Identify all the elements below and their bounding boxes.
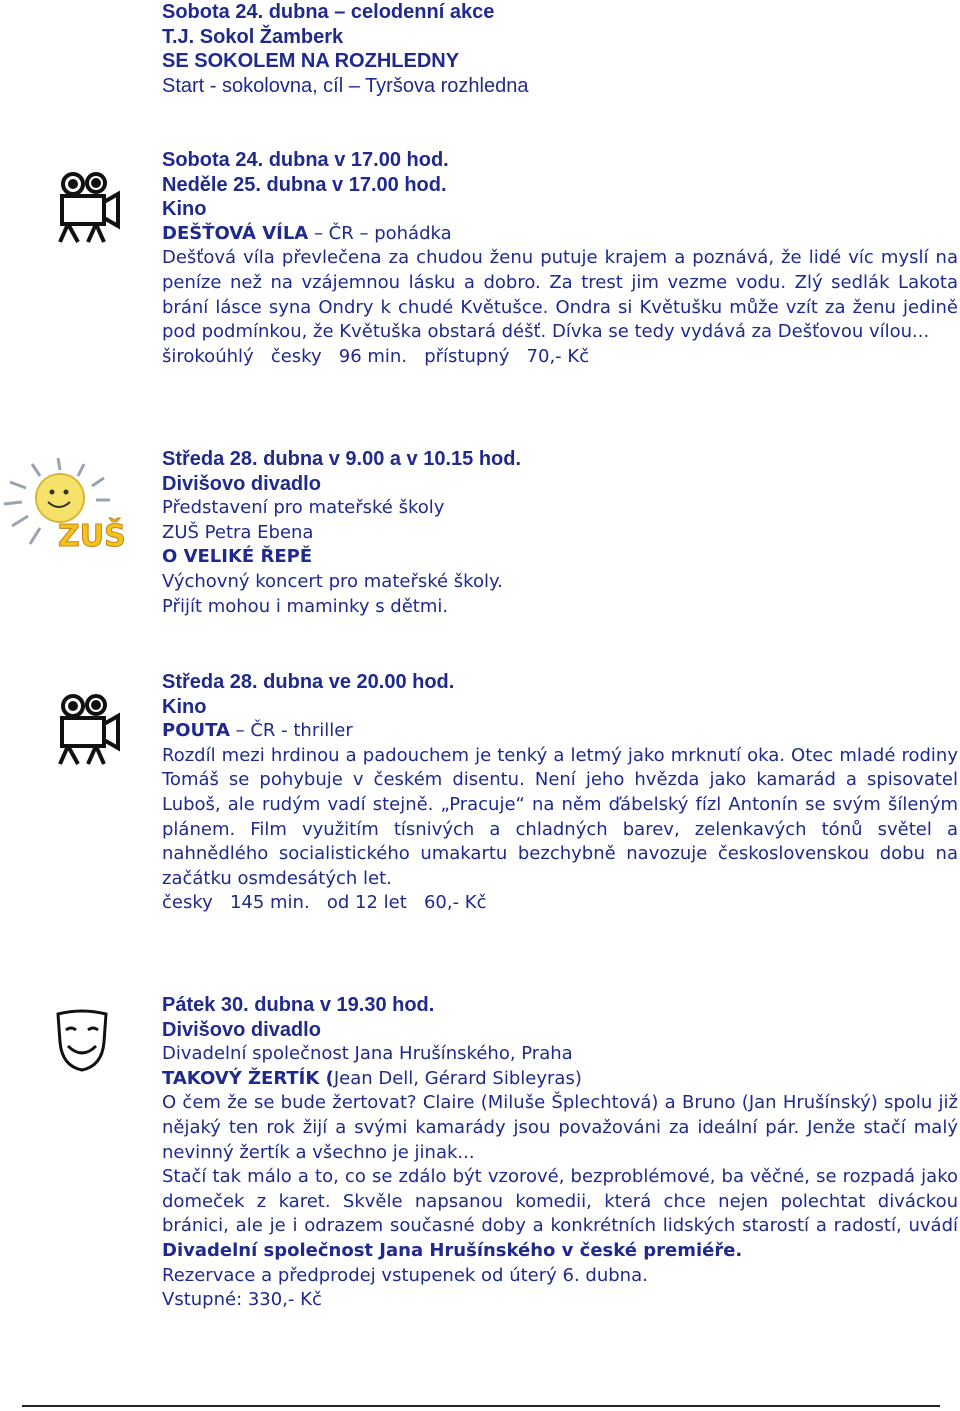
film-camera-icon [56,170,126,246]
event-date-1: Sobota 24. dubna v 17.00 hod. [162,149,449,171]
event-venue: Divišovo divadlo [162,1018,321,1041]
event-price: Vstupné: 330,- Kč [162,1289,322,1311]
event-velika-repa [162,447,958,619]
event-paragraph-2 [162,1165,958,1263]
event-paragraph-2-bold: Divadelní společnost Jana Hrušínského v české premiéře. [162,1239,743,1261]
event-heading [162,719,958,744]
event-pouta [162,670,958,916]
event-title: POUTA [162,720,230,742]
sun-zus-logo-icon [0,456,130,556]
footer-divider [22,1405,940,1407]
event-reservation: Rezervace a předprodej vstupenek od úterý 6. dubna. [162,1264,648,1286]
event-date: Pátek 30. dubna v 19.30 hod. [162,994,435,1016]
event-paragraph-2-text: Stačí tak málo a to, co se zdálo být vzorové, bezproblémové, ba věčné, se rozpadá jako domeček z karet. Skvěle napsanou komedii, která chce nejen polechtat diváckou bránici, ale je i odrazem současné doby a konkrétních lidských starostí a radostí, uvádí [162,1166,958,1237]
event-description: Rozdíl mezi hrdinou a padouchem je tenký a letmý jako mrknutí oka. Otec mladé rodiny Tomáš se pohybuje v českém disentu. Není jeho hvězda jako kamarád a spisovatel Luboš, ale rudým vadí stejně. „Pracuje“ na něm ďábelský fízl Antonín se svým šíleným plánem. Film využitím tísnivých a chladných barev, zelenkavých tónů světel a nahnědlého socialistického umakartu bezchybně navozuje československou dobu na začátku osmdesátých let. [162,744,958,889]
theatre-mask-icon [54,1008,110,1074]
event-date: Sobota 24. dubna – celodenní akce [162,1,495,23]
event-heading [162,1067,958,1092]
event-line-2: ZUŠ Petra Ebena [162,521,314,543]
event-route: Start - sokolovna, cíl – Tyršova rozhledna [162,74,529,97]
event-info: česky 145 min. od 12 let 60,- Kč [162,892,487,914]
event-date: Středa 28. dubna v 9.00 a v 10.15 hod. [162,448,522,470]
event-genre: – ČR – pohádka [308,222,452,244]
event-venue: Divišovo divadlo [162,472,321,495]
event-paragraph-1: O čem že se bude žertovat? Claire (Miluše Šplechtová) a Bruno (Jan Hrušínský) spolu již nějaký ten rok žijí a svými kamarády jsou považováni za ideální pár. Jenže stačí malý nevinný žertík a všechno je jinak... [162,1092,958,1163]
event-title: DEŠŤOVÁ VÍLA [162,222,309,244]
event-line-3: Výchovný koncert pro mateřské školy. [162,570,503,592]
event-date-2: Neděle 25. dubna v 17.00 hod. [162,173,447,196]
event-title: TAKOVÝ ŽERTÍK ( [162,1067,334,1089]
event-venue: Kino [162,198,207,221]
event-description: Dešťová víla převlečena za chudou ženu putuje krajem a poznává, že lidé víc myslí na peníze než na vzájemnou lásku a dobro. Za trest jim vezme vodu. Zlý sedlák Lakota brání lásce syna Ondry k chudé Květušce. Ondra si Květušku může vzít za ženu jedině pod podmínkou, že Květuška obstará déšť. Dívka se tedy vydává za Dešťovou vílou... [162,247,958,343]
event-genre: – ČR - thriller [229,720,353,742]
event-sokol [162,0,958,98]
film-camera-icon [56,692,126,768]
event-date: Středa 28. dubna ve 20.00 hod. [162,671,455,693]
event-takovy-zertik [162,993,958,1313]
event-company: Divadelní společnost Jana Hrušínského, Praha [162,1043,573,1065]
event-line-4: Přijít mohou i maminky s dětmi. [162,595,449,617]
event-destova-vila [162,148,958,369]
event-heading [162,222,958,247]
event-line-1: Představení pro mateřské školy [162,497,445,519]
event-venue: Kino [162,695,207,718]
zus-logo-text: ZUŠ [58,519,126,554]
event-title: SE SOKOLEM NA ROZHLEDNY [162,50,460,73]
event-organizer: T.J. Sokol Žamberk [162,25,344,48]
event-title: O VELIKÉ ŘEPĚ [162,546,313,568]
event-authors: Jean Dell, Gérard Sibleyras) [333,1067,582,1089]
event-info: širokoúhlý česky 96 min. přístupný 70,- Kč [162,345,590,367]
